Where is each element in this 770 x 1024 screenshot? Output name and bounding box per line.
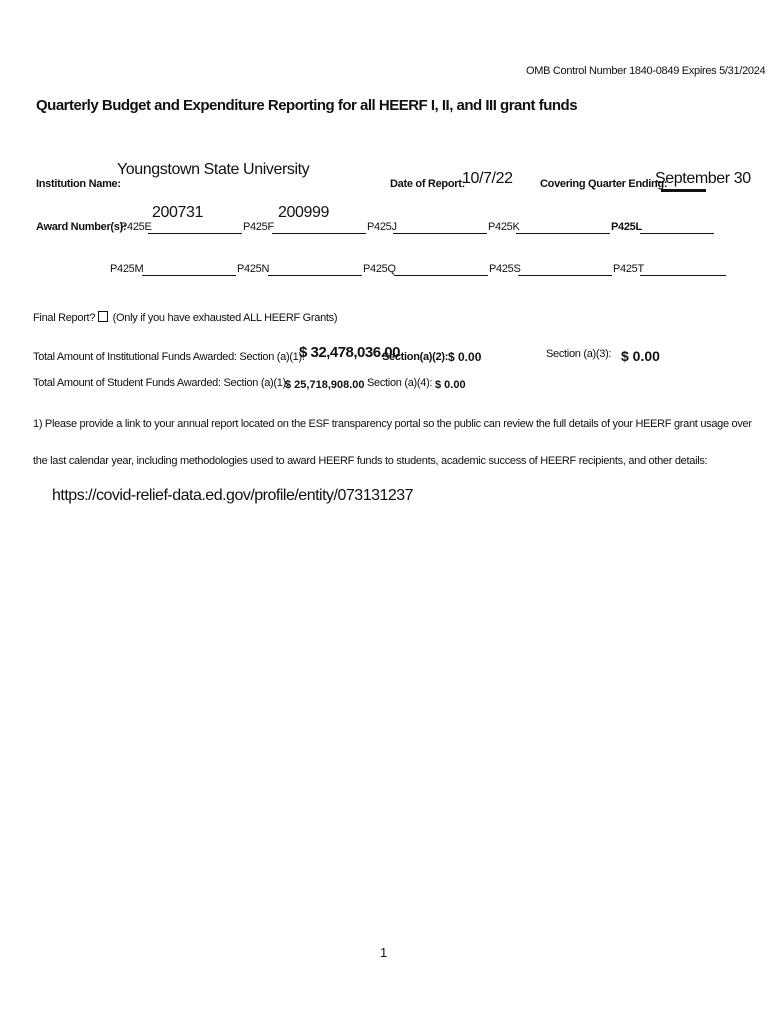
page-number: 1 <box>380 945 388 960</box>
page-title: Quarterly Budget and Expenditure Reporting for all HEERF I, II, and III grant funds <box>36 97 578 114</box>
final-report-note: (Only if you have exhausted ALL HEERF Grants) <box>112 312 338 324</box>
award-p425f-line <box>272 233 366 234</box>
award-p425j-line <box>393 233 487 234</box>
award-p425n-label: P425N <box>237 263 270 275</box>
question-1-line-2: the last calendar year, including methodologies used to award HEERF funds to students, academic success of HEERF recipients, and other details: <box>33 455 708 467</box>
question-1-line-1: 1) Please provide a link to your annual report located on the ESF transparency portal so the public can review the full details of your HEERF grant usage over <box>33 418 752 430</box>
covering-quarter-value[interactable]: September 30 <box>655 170 751 187</box>
award-p425m-label: P425M <box>110 263 144 275</box>
final-report-label: Final Report? <box>33 312 96 324</box>
section-a3-value[interactable]: $ 0.00 <box>621 348 660 364</box>
student-funds-label: Total Amount of Student Funds Awarded: Section (a)(1): <box>33 377 289 389</box>
award-p425f-label: P425F <box>243 221 274 233</box>
award-p425q-line <box>394 275 488 276</box>
section-a2-value[interactable]: $ 0.00 <box>448 350 482 364</box>
award-p425k-label: P425K <box>488 221 520 233</box>
award-p425f-value[interactable]: 200999 <box>278 204 329 221</box>
section-a4-label: Section (a)(4): <box>367 377 433 389</box>
award-p425l-line <box>640 233 714 234</box>
omb-control-number: OMB Control Number 1840-0849 Expires 5/31/2024 <box>526 65 766 77</box>
award-p425s-label: P425S <box>489 263 521 275</box>
section-a3-label: Section (a)(3): <box>546 348 612 360</box>
institutional-funds-label: Total Amount of Institutional Funds Awarded: Section (a)(1): <box>33 351 305 363</box>
transparency-portal-link[interactable]: https://covid-relief-data.ed.gov/profile/entity/073131237 <box>52 487 414 504</box>
award-p425e-line <box>148 233 242 234</box>
section-a4-value[interactable]: $ 0.00 <box>435 379 466 391</box>
award-p425l-label: P425L <box>611 221 642 233</box>
award-p425e-label: P425E <box>120 221 152 233</box>
institutional-funds-value[interactable]: $ 32,478,036.00 <box>299 344 400 361</box>
student-funds-value[interactable]: $ 25,718,908.00 <box>285 379 365 391</box>
quarter-underline <box>661 189 706 192</box>
final-report-row <box>33 311 337 324</box>
section-a2-label: Section(a)(2): <box>382 351 449 363</box>
institution-name-label: Institution Name: <box>36 178 121 190</box>
award-p425j-label: P425J <box>367 221 397 233</box>
award-p425e-value[interactable]: 200731 <box>152 204 203 221</box>
institution-name-value[interactable]: Youngstown State University <box>117 161 310 178</box>
date-of-report-label: Date of Report: <box>390 178 465 190</box>
award-p425t-label: P425T <box>613 263 644 275</box>
award-p425s-line <box>518 275 612 276</box>
award-p425q-label: P425Q <box>363 263 396 275</box>
award-p425m-line <box>142 275 236 276</box>
award-p425n-line <box>268 275 362 276</box>
award-numbers-label: Award Number(s): <box>36 221 127 233</box>
award-p425t-line <box>640 275 726 276</box>
date-of-report-value[interactable]: 10/7/22 <box>462 170 513 187</box>
final-report-checkbox[interactable] <box>98 311 108 322</box>
covering-quarter-label: Covering Quarter Ending: <box>540 178 668 190</box>
award-p425k-line <box>516 233 610 234</box>
